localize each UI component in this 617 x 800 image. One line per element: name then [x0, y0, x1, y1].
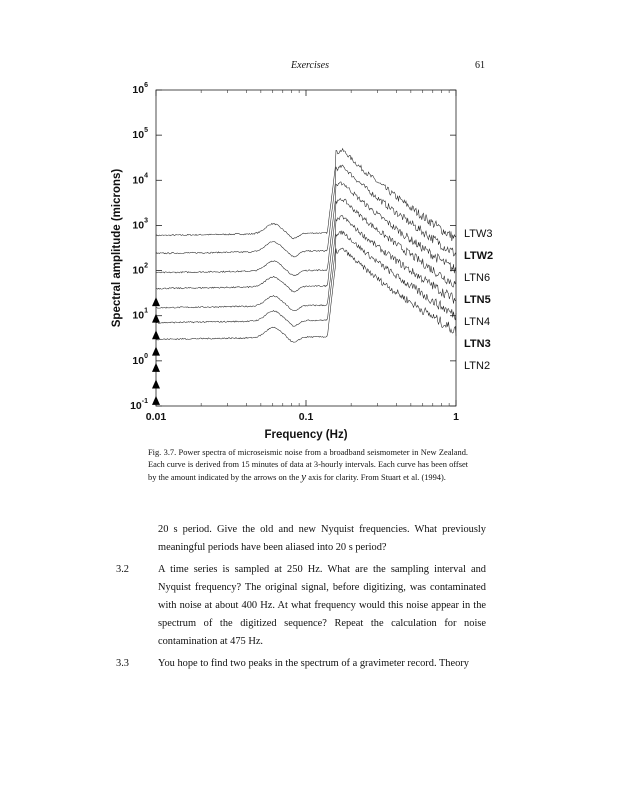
series-label: LTN5: [464, 294, 491, 306]
series-label: LTW2: [464, 250, 494, 262]
y-tick-label: $10^4$: [132, 172, 148, 187]
offset-arrow: [152, 363, 160, 372]
y-tick-label: $10^2$: [132, 262, 148, 277]
y-tick-label: $10^6$: [132, 82, 148, 96]
y-tick-label: $10^3$: [132, 217, 148, 232]
y-tick-label: $10^5$: [132, 127, 148, 142]
spectrum-curve: [156, 182, 456, 275]
caption-text-2: axis for clarity. From Stuart et al. (1994).: [306, 473, 446, 482]
exercise-text: You hope to find two peaks in the spectrum of a gravimeter record. Theory: [158, 658, 469, 669]
caption-axis-letter: y: [301, 471, 307, 483]
exercise-text: A time series is sampled at 250 Hz. What are the sampling interval and Nyquist frequency? The original signal, before digitizing, was contaminated with noise at about 400 Hz. At what frequency would this noise appear in the spectrum of the digitized sequence? Repeat the calculation for noise contamination at 475 Hz.: [158, 564, 486, 647]
continuation-paragraph: 20 s period. Give the old and new Nyquist frequencies. What previously meaningful periods have been aliased into 20 s period?: [158, 524, 486, 553]
exercise-number: 3.3: [116, 658, 129, 669]
spectrum-curve: [156, 149, 456, 241]
running-head: [0, 60, 617, 76]
spectra-figure: [0, 76, 617, 446]
x-axis-label: Frequency (Hz): [264, 429, 348, 441]
offset-arrow: [152, 330, 160, 339]
spectrum-curve: [156, 231, 456, 327]
series-label: LTN6: [464, 272, 491, 284]
offset-arrow: [152, 396, 160, 405]
series-label: LTN2: [464, 360, 491, 372]
offset-arrow: [152, 314, 160, 323]
x-tick-label: 0.01: [145, 411, 167, 423]
spectrum-curve: [156, 216, 456, 311]
running-title: Exercises: [291, 60, 329, 71]
exercise-number: 3.2: [116, 564, 129, 575]
y-tick-label: $10^1$: [132, 307, 148, 322]
x-tick-label: 1: [453, 411, 459, 423]
spectrum-curve: [156, 198, 456, 292]
exercise-item: [116, 655, 486, 673]
y-tick-label: $10^{-1}$: [130, 398, 148, 412]
page-number: 61: [475, 60, 485, 71]
offset-arrow: [152, 347, 160, 356]
exercise-item: [116, 561, 486, 651]
offset-arrow: [152, 379, 160, 388]
series-label: LTN4: [464, 316, 491, 328]
x-tick-label: 0.1: [298, 411, 314, 423]
y-tick-label: $10^0$: [132, 352, 148, 367]
y-axis-label: Spectral amplitude (microns): [111, 168, 123, 328]
caption-text-1: Fig. 3.7. Power spectra of microseismic noise from a broadband seismometer in New Zealand. Each curve is derived from 15 minutes of data at 3-hourly intervals. Each curve has been offset by the amount indicated by the arrows on the: [148, 448, 468, 482]
figure-caption: [148, 447, 468, 484]
spectrum-curve: [156, 248, 456, 342]
body-text: [116, 521, 486, 673]
series-label: LTN3: [464, 338, 491, 350]
spectrum-curve: [156, 165, 456, 257]
series-label: LTW3: [464, 228, 493, 240]
plot-frame: [156, 90, 456, 406]
offset-arrow: [152, 297, 160, 306]
